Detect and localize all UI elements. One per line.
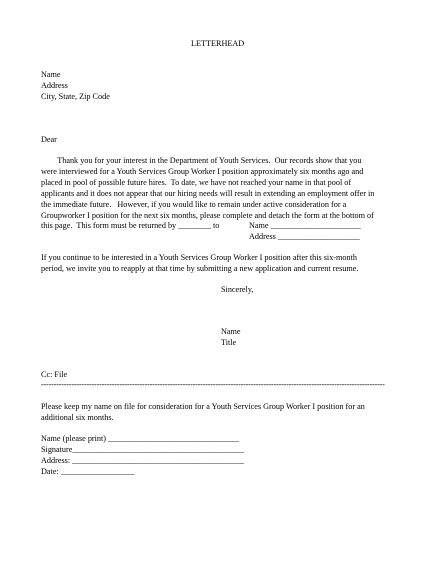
form-signature-field: Signature__________________________________________ (41, 445, 245, 454)
return-address-field: Address ____________________ (249, 232, 360, 241)
body-line: applicants and it does not appear that our hiring needs will result in extending an employment offer in (41, 189, 375, 198)
form-address-field: Address: __________________________________________ (41, 456, 245, 465)
recipient-city-state-zip: City, State, Zip Code (41, 92, 110, 101)
body-line: If you continue to be interested in a Youth Services Group Worker I position after this six-month (41, 253, 357, 262)
form-name-field: Name (please print) ________________________________ (41, 434, 240, 443)
body-line: period, we invite you to reapply at that time by submitting a new application and current resume. (41, 264, 359, 273)
recipient-name: Name (41, 70, 61, 79)
body-line: this page. This form must be returned by ________ to (41, 221, 220, 230)
signature-title: Title (221, 338, 237, 347)
body-line: were interviewed for a Youth Services Group Worker I position approximately six months ago and (41, 167, 364, 176)
body-line: Groupworker I position for the next six months, please complete and detach the form at the bottom of (41, 211, 374, 220)
form-intro-line: additional six months. (41, 413, 114, 422)
body-line: the immediate future. However, if you would like to remain under active consideration for a (41, 200, 347, 209)
salutation: Dear (41, 135, 57, 144)
body-line: Thank you for your interest in the Department of Youth Services. Our records show that you (41, 156, 362, 165)
return-name-field: Name ______________________ (249, 221, 361, 230)
form-intro-line: Please keep my name on file for consideration for a Youth Services Group Worker I position for an (41, 402, 365, 411)
recipient-address: Address (41, 81, 68, 90)
form-date-field: Date: __________________ (41, 467, 135, 476)
closing: Sincerely, (221, 285, 254, 294)
detach-separator: ---------------------------------------------------------------------------------------------------------------------------------------- (41, 380, 385, 389)
signature-name: Name (221, 327, 241, 336)
letterhead-title: LETTERHEAD (191, 39, 245, 48)
cc-line: Cc: File (41, 370, 68, 379)
body-line: placed in pool of possible future hires. To date, we have not reached your name in that pool of (41, 178, 352, 187)
